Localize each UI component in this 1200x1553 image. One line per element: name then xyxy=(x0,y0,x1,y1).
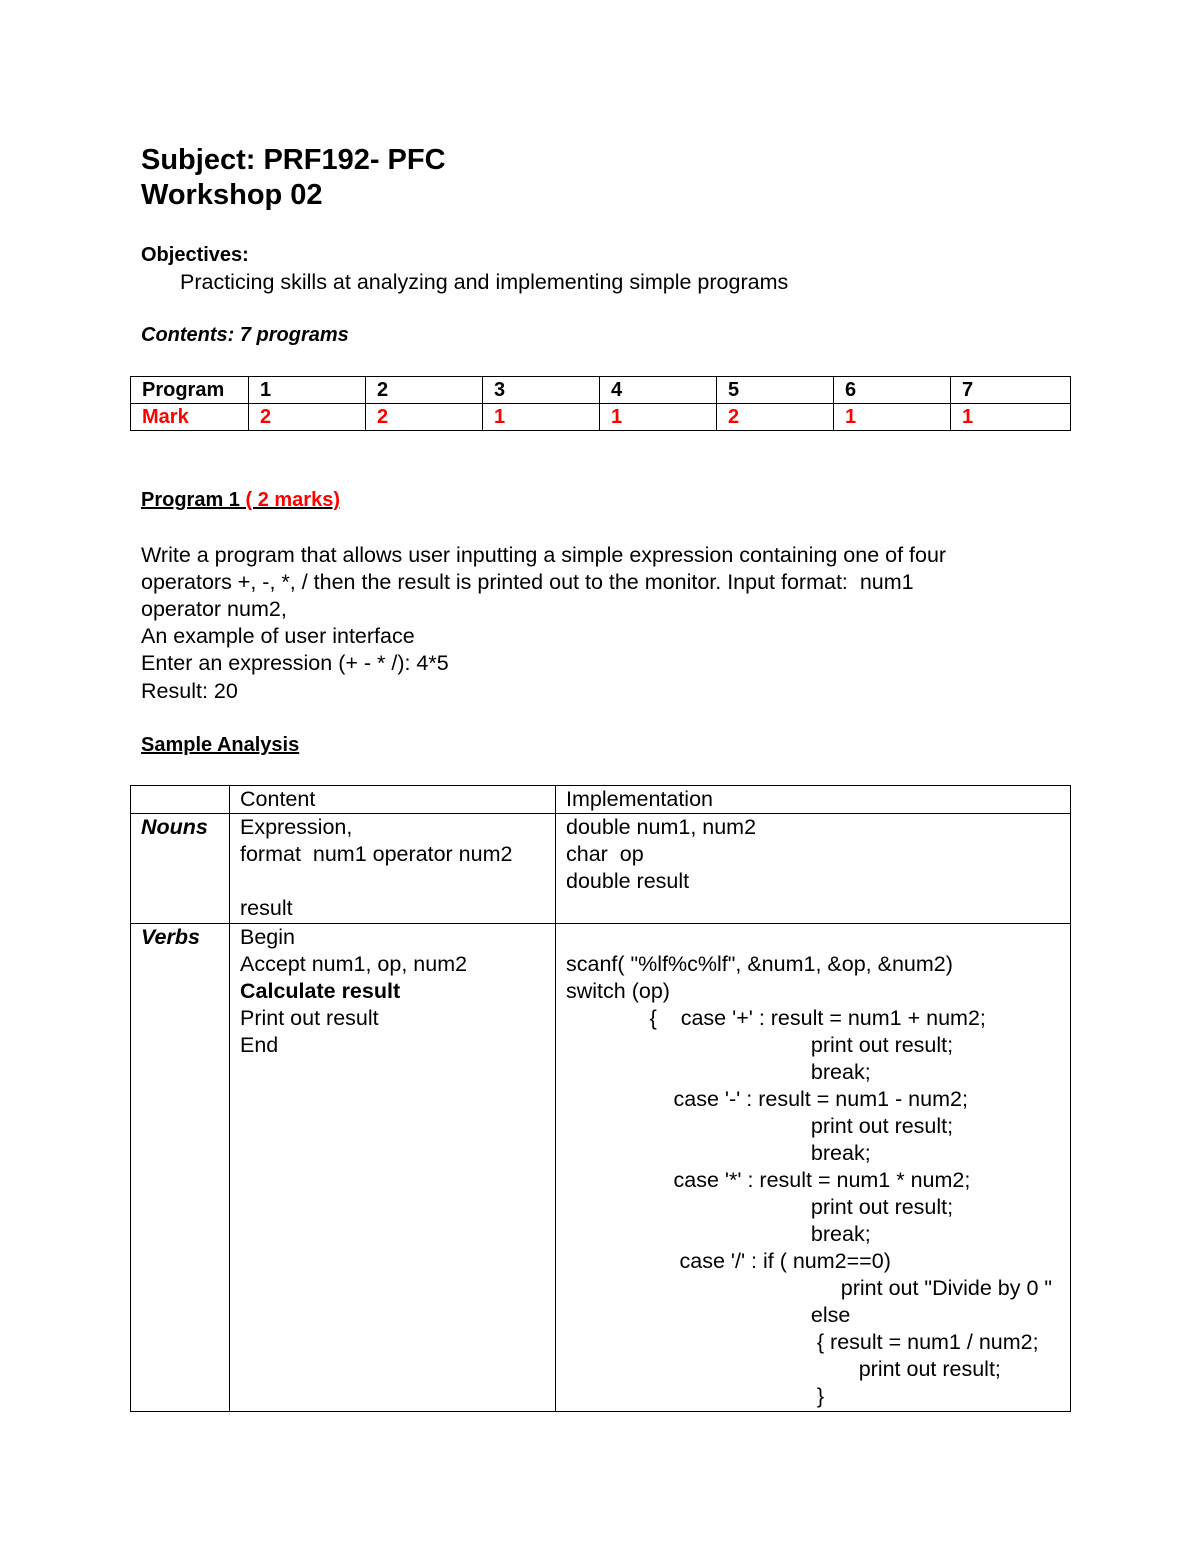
objectives-text: Practicing skills at analyzing and implementing simple programs xyxy=(180,270,789,294)
verbs-impl-line: print out result; xyxy=(566,1195,954,1219)
mark-row xyxy=(131,404,1071,431)
program1-desc-line: Enter an expression (+ - * /): 4*5 xyxy=(141,651,449,675)
program-number: 5 xyxy=(717,377,834,404)
mark-value: 1 xyxy=(834,404,951,431)
verbs-content-line: Accept num1, op, num2 xyxy=(240,952,468,976)
corner-cell xyxy=(131,786,230,814)
verbs-impl-line xyxy=(566,924,1070,951)
verbs-content xyxy=(230,924,556,1412)
implementation-header: Implementation xyxy=(556,786,1071,814)
nouns-content-line: Expression, xyxy=(240,815,353,839)
verbs-implementation xyxy=(556,924,1071,1412)
program1-title: Program 1 xyxy=(141,489,240,511)
mark-label: Mark xyxy=(131,404,249,431)
program1-desc-line: operator num2, xyxy=(141,597,287,621)
program1-marks: ( 2 marks) xyxy=(239,489,340,511)
verbs-impl-line: { case '+' : result = num1 + num2; xyxy=(566,1006,986,1030)
program-number: 4 xyxy=(600,377,717,404)
verbs-impl-line: case '*' : result = num1 * num2; xyxy=(566,1168,971,1192)
verbs-content-line: Print out result xyxy=(240,1006,379,1030)
verbs-content-line: End xyxy=(240,1033,279,1057)
verbs-impl-line: break; xyxy=(566,1060,871,1084)
contents-label: Contents: 7 programs xyxy=(141,324,349,346)
nouns-row xyxy=(131,814,1071,924)
nouns-impl-line: double result xyxy=(566,869,690,893)
mark-value: 1 xyxy=(951,404,1071,431)
nouns-implementation xyxy=(556,814,1071,924)
verbs-impl-line: print out "Divide by 0 " xyxy=(566,1276,1053,1300)
verbs-impl-line: print out result; xyxy=(566,1114,954,1138)
verbs-label: Verbs xyxy=(131,924,230,1412)
verbs-impl-line: else xyxy=(566,1303,851,1327)
subject-title: Subject: PRF192- PFC xyxy=(141,144,446,176)
workshop-title: Workshop 02 xyxy=(141,179,323,211)
program-label: Program xyxy=(131,377,249,404)
nouns-label: Nouns xyxy=(131,814,230,924)
mark-value: 2 xyxy=(366,404,483,431)
analysis-header-row xyxy=(131,786,1071,814)
verbs-impl-line: } xyxy=(566,1384,825,1408)
verbs-impl-line: case '/' : if ( num2==0) xyxy=(566,1249,891,1273)
verbs-impl-line: case '-' : result = num1 - num2; xyxy=(566,1087,968,1111)
program-number: 3 xyxy=(483,377,600,404)
program-number: 6 xyxy=(834,377,951,404)
program1-desc-line: An example of user interface xyxy=(141,624,415,648)
program1-desc-line: Result: 20 xyxy=(141,679,238,703)
verbs-impl-line: { result = num1 / num2; xyxy=(566,1330,1039,1354)
verbs-impl-line: switch (op) xyxy=(566,979,670,1003)
mark-value: 1 xyxy=(483,404,600,431)
marks-table xyxy=(130,376,1071,431)
verbs-impl-line: break; xyxy=(566,1141,871,1165)
mark-value: 2 xyxy=(249,404,366,431)
mark-value: 2 xyxy=(717,404,834,431)
analysis-table xyxy=(130,785,1071,1412)
program1-desc-line: Write a program that allows user inputting a simple expression containing one of four xyxy=(141,543,947,567)
nouns-content-line xyxy=(240,868,555,895)
program-number: 7 xyxy=(951,377,1071,404)
nouns-impl-line: char op xyxy=(566,842,644,866)
verbs-row xyxy=(131,924,1071,1412)
verbs-content-line: Calculate result xyxy=(240,979,401,1003)
objectives-label: Objectives: xyxy=(141,244,249,266)
nouns-content-line: result xyxy=(240,896,293,920)
verbs-impl-line: break; xyxy=(566,1222,871,1246)
nouns-impl-line: double num1, num2 xyxy=(566,815,757,839)
verbs-impl-line: print out result; xyxy=(566,1357,1001,1381)
sample-analysis-heading: Sample Analysis xyxy=(141,734,300,756)
mark-value: 1 xyxy=(600,404,717,431)
verbs-impl-line: scanf( "%lf%c%lf", &num1, &op, &num2) xyxy=(566,952,953,976)
program-number: 2 xyxy=(366,377,483,404)
nouns-content xyxy=(230,814,556,924)
program-number: 1 xyxy=(249,377,366,404)
verbs-content-line: Begin xyxy=(240,925,295,949)
nouns-content-line: format num1 operator num2 xyxy=(240,842,513,866)
program-row xyxy=(131,377,1071,404)
content-header: Content xyxy=(230,786,556,814)
program1-heading xyxy=(141,489,340,512)
program1-desc-line: operators +, -, *, / then the result is printed out to the monitor. Input format: num1 xyxy=(141,570,914,594)
verbs-impl-line: print out result; xyxy=(566,1033,954,1057)
